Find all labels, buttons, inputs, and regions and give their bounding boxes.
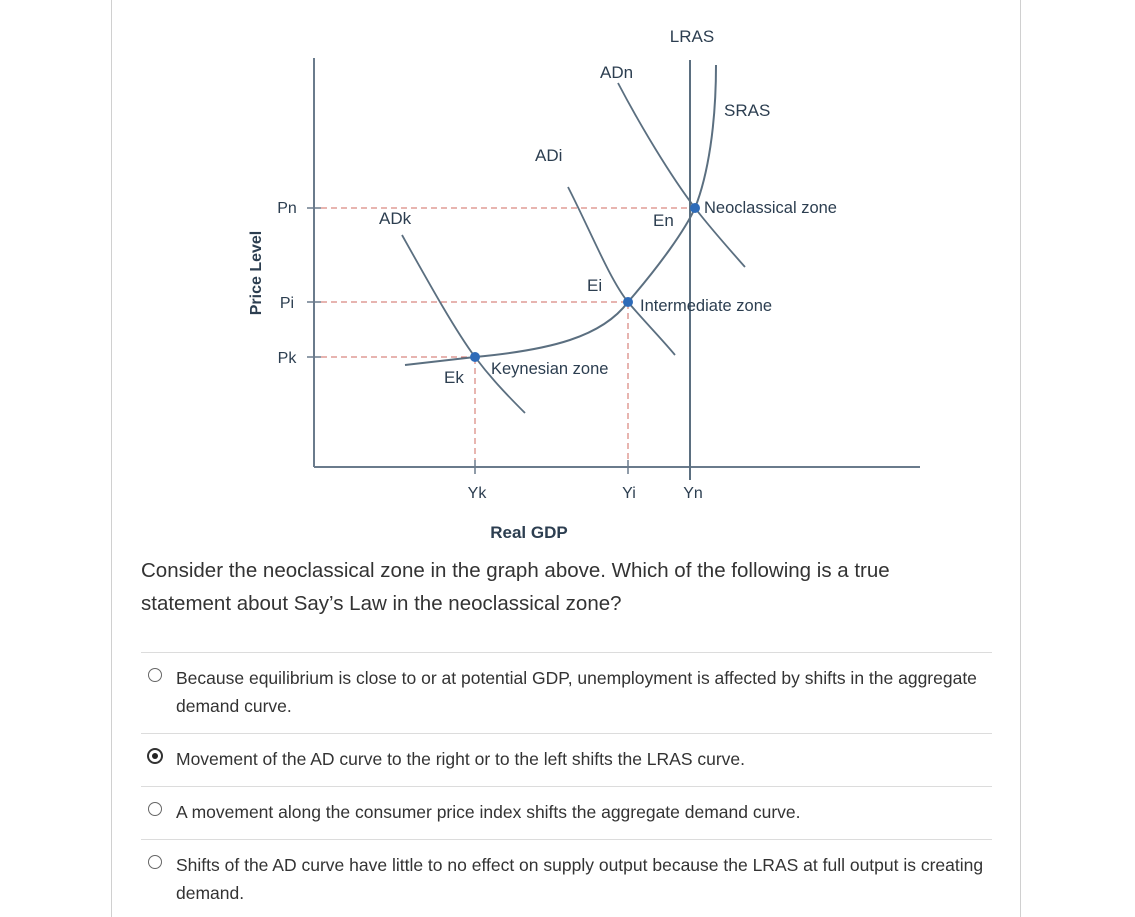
point-label-ei: Ei: [587, 276, 603, 295]
point-label-en: En: [653, 211, 674, 230]
answer-option-3[interactable]: [148, 798, 998, 826]
question-text: Consider the neoclassical zone in the graph above. Which of the following is a true statement about Say’s Law in the neoclassical zone?: [141, 559, 890, 615]
content-frame-right-border: [1020, 0, 1021, 917]
radio-button-unselected[interactable]: [148, 855, 162, 869]
answer-option-4[interactable]: [148, 851, 998, 907]
option-label: Because equilibrium is close to or at potential GDP, unemployment is affected by shifts in the aggregate demand curve.: [176, 668, 977, 716]
zone-label-neoclassical: Neoclassical zone: [704, 199, 837, 217]
y-axis-label: Price Level: [248, 230, 265, 316]
curve-label-adk: ADk: [379, 209, 412, 228]
tick-label-pn: Pn: [277, 200, 297, 217]
tick-label-pk: Pk: [277, 350, 297, 367]
curve-label-lras: LRAS: [669, 27, 715, 46]
ad-as-graph: [230, 15, 960, 550]
divider: [141, 652, 992, 653]
equilibrium-point-ei: [623, 297, 633, 307]
radio-button-unselected[interactable]: [148, 668, 162, 682]
point-label-ek: Ek: [444, 368, 464, 387]
equilibrium-point-ek: [470, 352, 480, 362]
curve-label-sras: SRAS: [724, 101, 771, 120]
divider: [141, 786, 992, 787]
tick-label-yk: Yk: [467, 485, 487, 502]
divider: [141, 733, 992, 734]
answer-option-2[interactable]: [148, 745, 998, 773]
curve-label-adi: ADi: [535, 146, 563, 165]
curve-label-adn: ADn: [600, 63, 634, 82]
divider: [141, 839, 992, 840]
equilibrium-point-en: [690, 203, 700, 213]
option-label: Movement of the AD curve to the right or to the left shifts the LRAS curve.: [176, 749, 746, 769]
content-frame-left-border: [111, 0, 112, 917]
tick-label-yi: Yi: [622, 485, 636, 502]
zone-label-keynesian: Keynesian zone: [491, 360, 609, 378]
tick-label-yn: Yn: [683, 485, 703, 502]
answer-option-1[interactable]: [148, 664, 998, 720]
radio-button-unselected[interactable]: [148, 802, 162, 816]
radio-button-selected[interactable]: [148, 749, 162, 763]
option-label: Shifts of the AD curve have little to no effect on supply output because the LRAS at full output is creating demand.: [176, 855, 984, 903]
x-axis-label: Real GDP: [490, 523, 568, 542]
tick-label-pi: Pi: [279, 295, 295, 312]
option-label: A movement along the consumer price index shifts the aggregate demand curve.: [176, 802, 801, 822]
zone-label-intermediate: Intermediate zone: [640, 297, 773, 315]
